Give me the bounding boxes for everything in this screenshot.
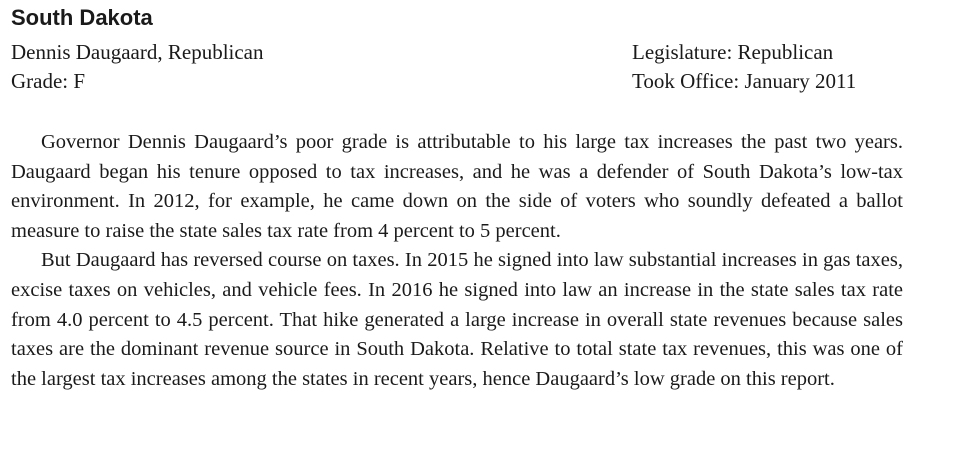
governor-grade: Grade: F xyxy=(11,69,86,93)
article-body xyxy=(11,128,903,394)
governor-name-party: Dennis Daugaard, Republican xyxy=(11,40,264,64)
paragraph-1: Governor Dennis Daugaard’s poor grade is attributable to his large tax increases the past two years. Daugaard began his tenure opposed to tax increases, and he was a defender of South Dakota’s low-tax environment. In 2012, for example, he came down on the side of voters who soundly defeated a ballot measure to raise the state sales tax rate from 4 percent to 5 percent. xyxy=(11,131,903,242)
legislature-info xyxy=(632,38,856,96)
paragraph-2: But Daugaard has reversed course on taxes. In 2015 he signed into law substantial increases in gas taxes, excise taxes on vehicles, and vehicle fees. In 2016 he signed into law an increase in the state sales tax rate from 4.0 percent to 4.5 percent. That hike generated a large increase in overall state revenues because sales taxes are the dominant revenue source in South Dakota. Relative to total state tax revenues, this was one of the largest tax increases among the states in recent years, hence Daugaard’s low grade on this report. xyxy=(11,249,903,390)
governor-info xyxy=(11,38,264,96)
legislature-party: Legislature: Republican xyxy=(632,40,834,64)
took-office-date: Took Office: January 2011 xyxy=(632,69,857,93)
state-title: South Dakota xyxy=(11,5,153,30)
